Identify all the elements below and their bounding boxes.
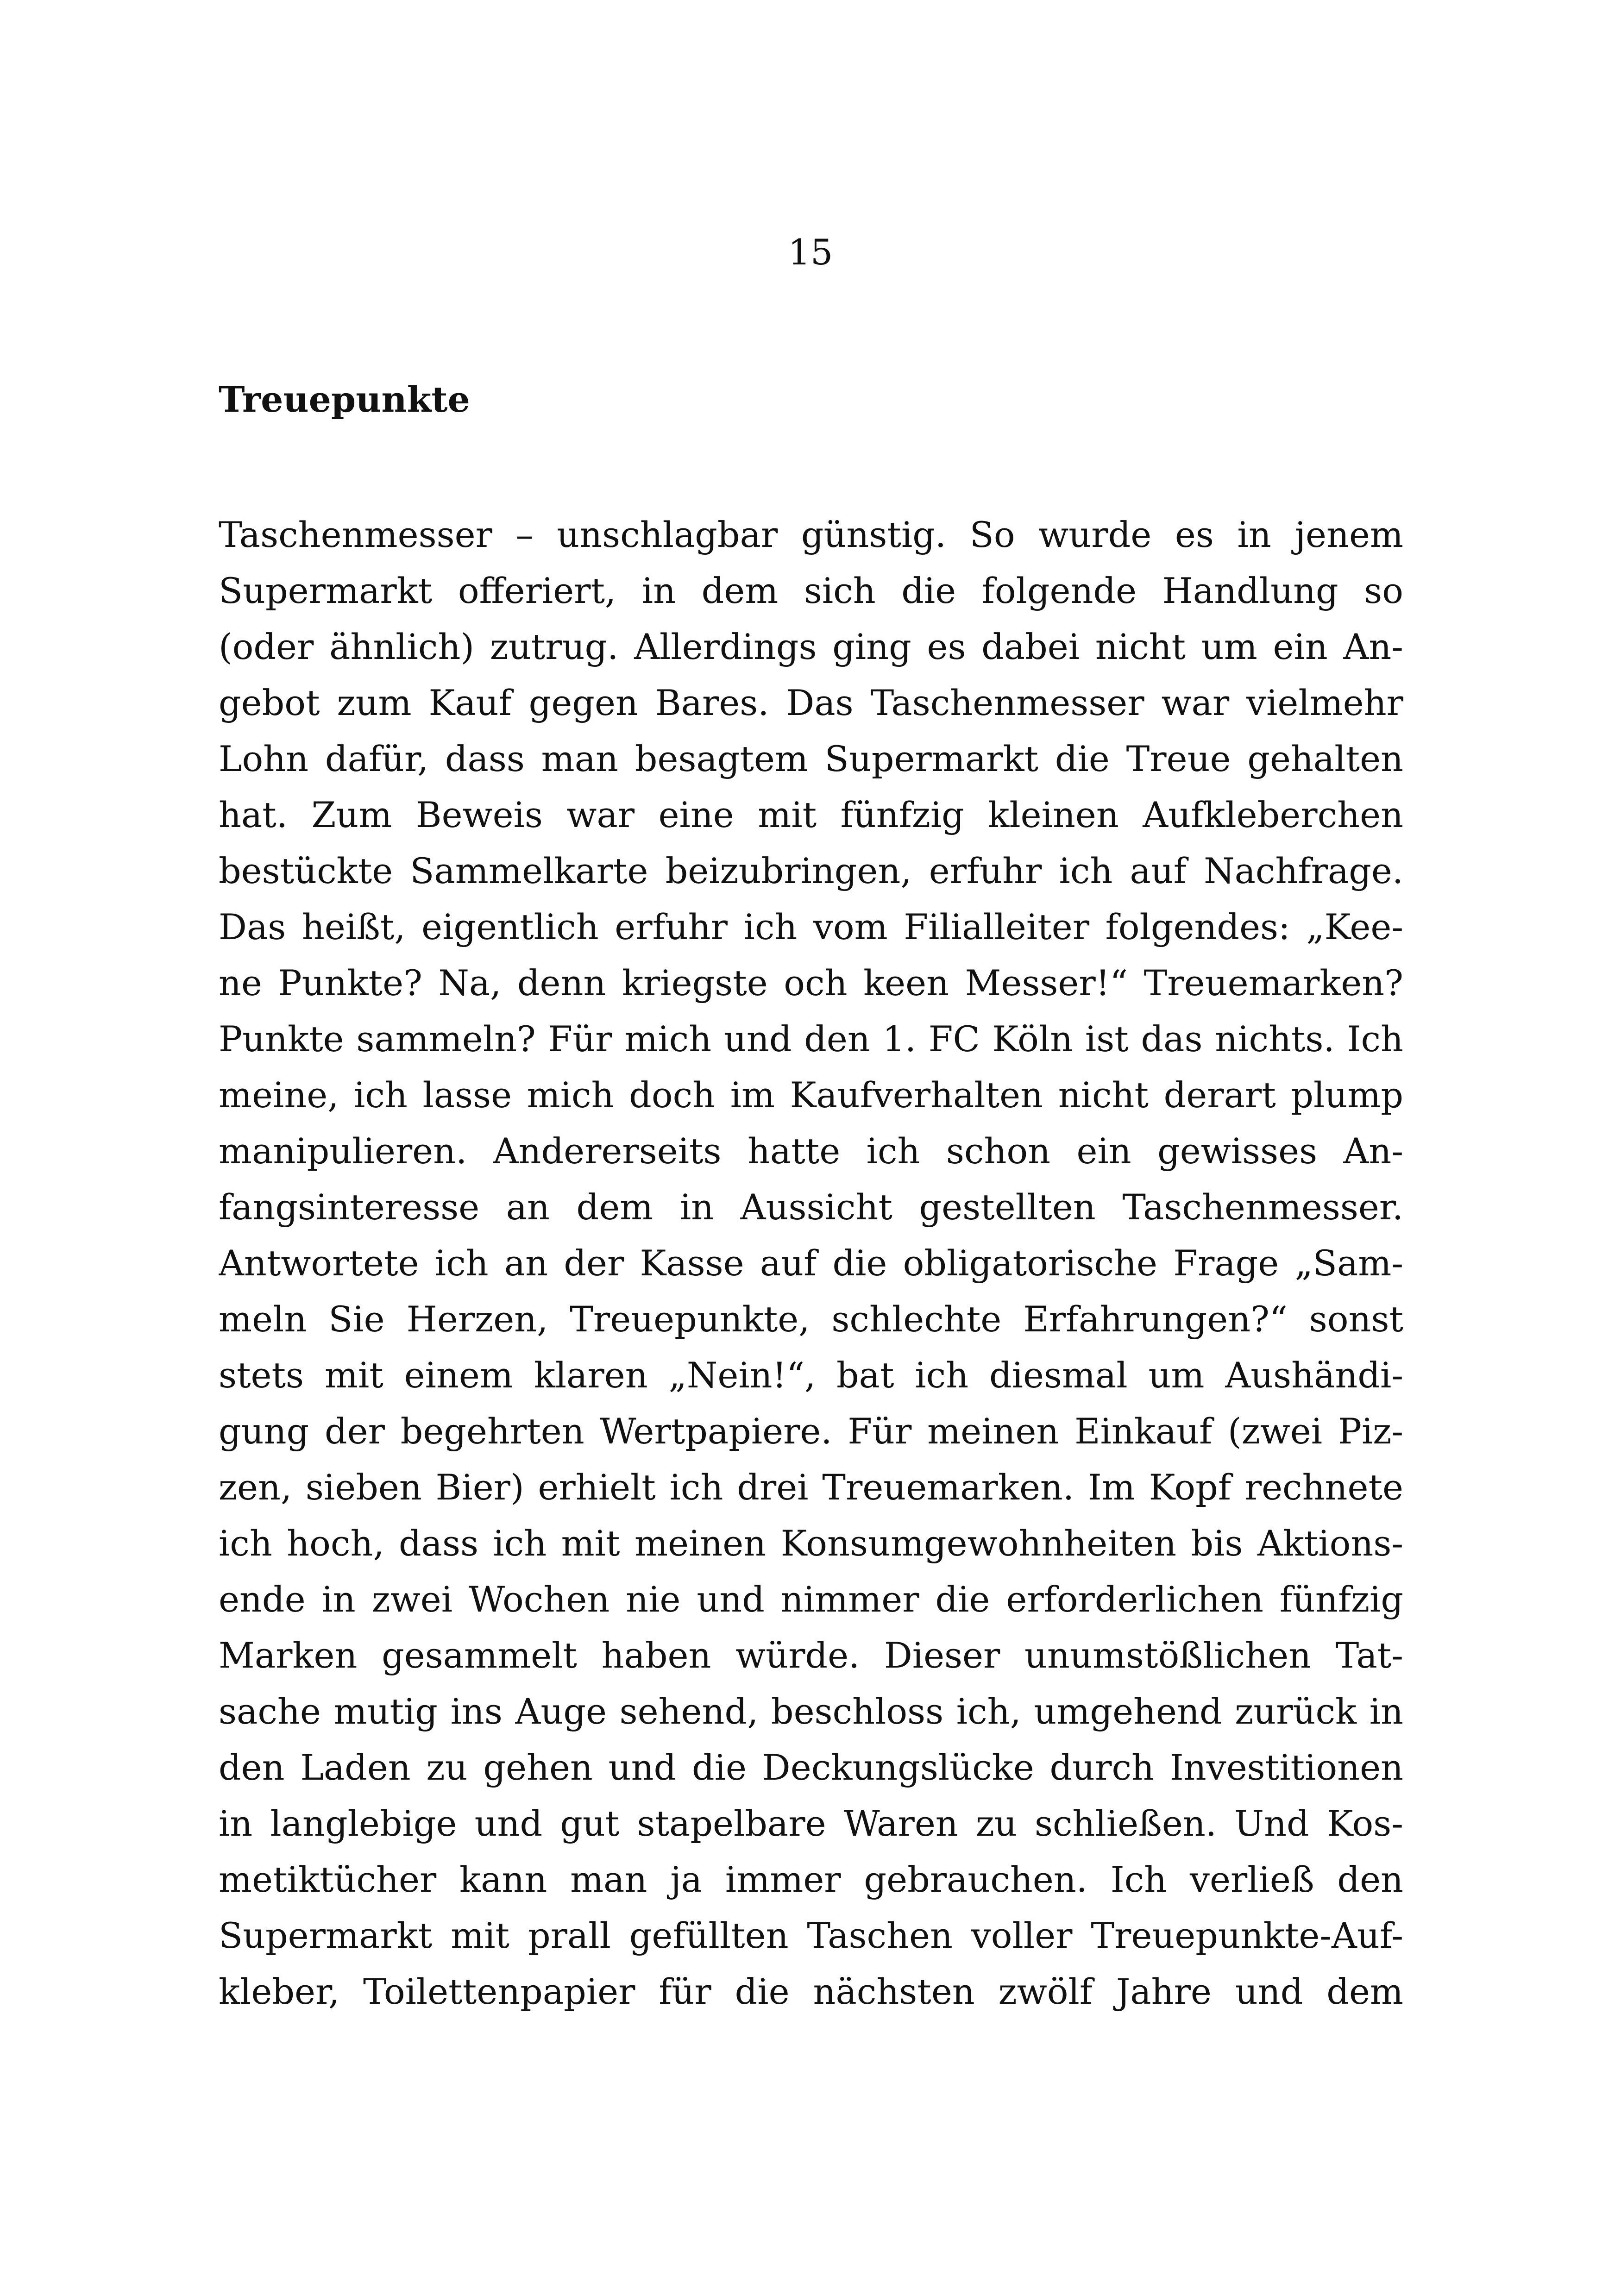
text-line: meine, ich lasse mich doch im Kaufverhalten nicht derart plump [219, 1074, 1403, 1116]
text-line: hat. Zum Beweis war eine mit fünfzig kleinen Aufkleberchen [219, 794, 1403, 835]
text-line: bestückte Sammelkarte beizubringen, erfuhr ich auf Nachfrage. [219, 850, 1403, 891]
body-text [219, 507, 1403, 2020]
text-line: Antwortete ich an der Kasse auf die obligatorische Frage „Sam- [219, 1242, 1403, 1284]
text-line: Lohn dafür, dass man besagtem Supermarkt die Treue gehalten [219, 738, 1403, 779]
text-line: ich hoch, dass ich mit meinen Konsumgewohnheiten bis Aktions- [219, 1523, 1403, 1564]
text-line: manipulieren. Andererseits hatte ich schon ein gewisses An- [219, 1130, 1403, 1172]
text-line: in langlebige und gut stapelbare Waren zu schließen. Und Kos- [219, 1803, 1403, 1844]
text-line: kleber, Toilettenpapier für die nächsten zwölf Jahre und dem [219, 1971, 1403, 2012]
text-line: Taschenmesser – unschlagbar günstig. So wurde es in jenem [219, 514, 1403, 555]
text-line: Supermarkt mit prall gefüllten Taschen voller Treuepunkte-Auf- [219, 1915, 1403, 1956]
text-line: gebot zum Kauf gegen Bares. Das Taschenmesser war vielmehr [219, 682, 1403, 723]
text-line: Das heißt, eigentlich erfuhr ich vom Filialleiter folgendes: „Kee- [219, 906, 1403, 947]
text-line: Marken gesammelt haben würde. Dieser unumstößlichen Tat- [219, 1635, 1403, 1676]
text-line: ne Punkte? Na, denn kriegste och keen Messer!“ Treuemarken? [219, 962, 1403, 1004]
text-line: stets mit einem klaren „Nein!“, bat ich diesmal um Aushändi- [219, 1355, 1403, 1396]
text-line: den Laden zu gehen und die Deckungslücke durch Investitionen [219, 1747, 1403, 1788]
text-line: meln Sie Herzen, Treuepunkte, schlechte Erfahrungen?“ sonst [219, 1299, 1403, 1340]
text-line: Punkte sammeln? Für mich und den 1. FC Köln ist das nichts. Ich [219, 1018, 1403, 1060]
text-line: gung der begehrten Wertpapiere. Für meinen Einkauf (zwei Piz- [219, 1411, 1403, 1452]
text-line: Supermarkt offeriert, in dem sich die folgende Handlung so [219, 570, 1403, 611]
page-number: 15 [788, 232, 833, 273]
text-line: ende in zwei Wochen nie und nimmer die erforderlichen fünfzig [219, 1579, 1403, 1620]
text-line: sache mutig ins Auge sehend, beschloss ich, umgehend zurück in [219, 1691, 1403, 1732]
text-line: (oder ähnlich) zutrug. Allerdings ging es dabei nicht um ein An- [219, 626, 1403, 667]
text-line: zen, sieben Bier) erhielt ich drei Treuemarken. Im Kopf rechnete [219, 1467, 1403, 1508]
chapter-title: Treuepunkte [219, 379, 470, 420]
text-line: metiktücher kann man ja immer gebrauchen. Ich verließ den [219, 1859, 1403, 1900]
text-line: fangsinteresse an dem in Aussicht gestellten Taschenmesser. [219, 1186, 1403, 1228]
